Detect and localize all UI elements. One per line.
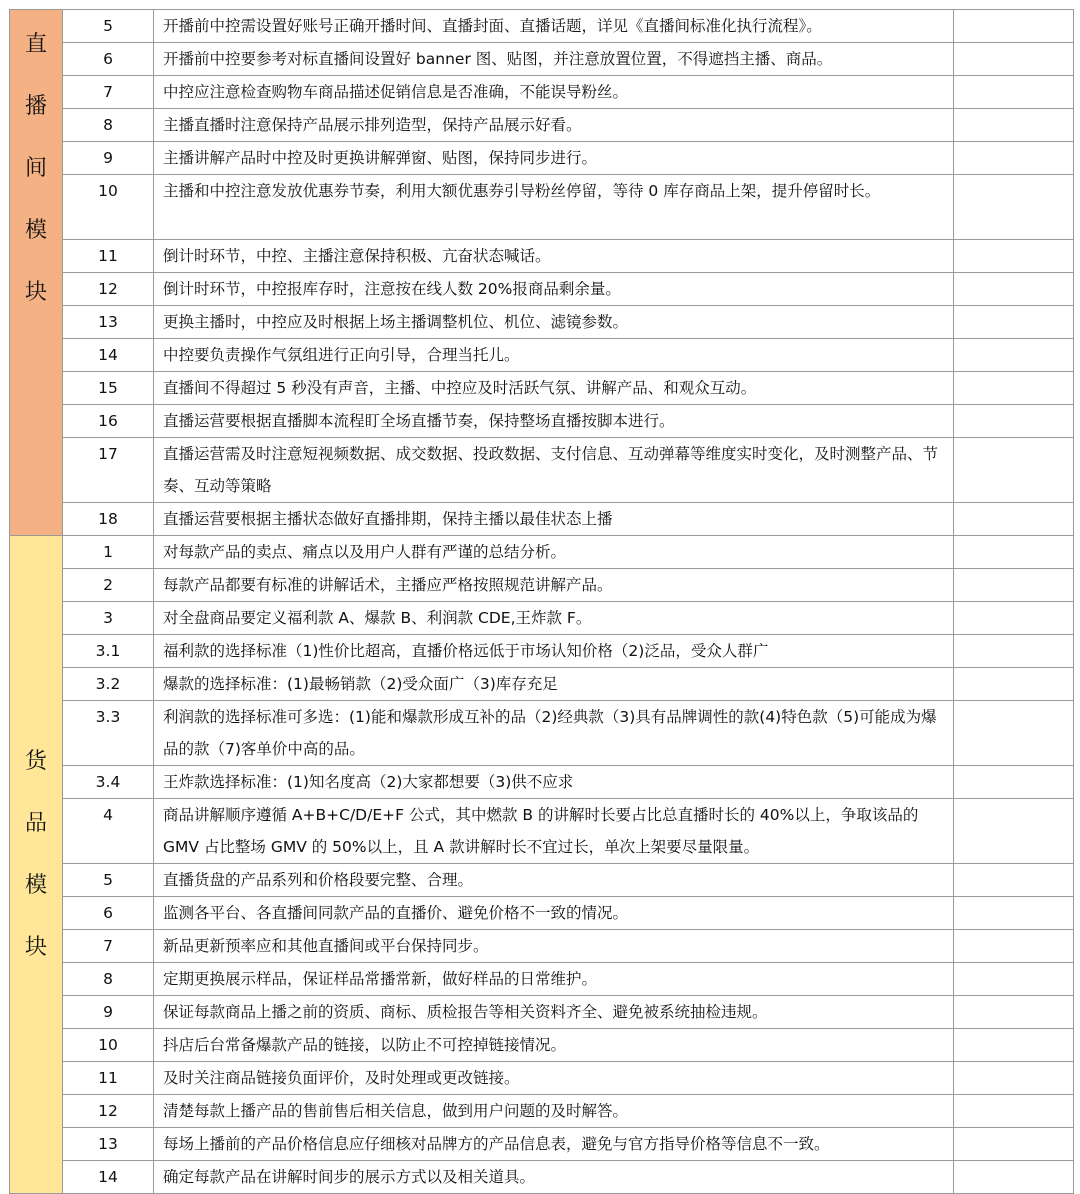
- table-row: [10, 1161, 1074, 1194]
- item-text: 商品讲解顺序遵循 A+B+C/D/E+F 公式，其中燃款 B 的讲解时长要占比总直播时长的 40%以上，争取该品的 GMV 占比整场 GMV 的 50%以上，且 A 款讲解时长不宜过长，单次上架要尽量限量。: [154, 799, 954, 864]
- item-number: 12: [63, 273, 154, 306]
- item-number: 3: [63, 602, 154, 635]
- item-text: 主播和中控注意发放优惠券节奏，利用大额优惠券引导粉丝停留，等待 0 库存商品上架，提升停留时长。: [154, 175, 954, 240]
- table-row: [10, 766, 1074, 799]
- item-number: 4: [63, 799, 154, 864]
- empty-check-cell: [954, 602, 1074, 635]
- empty-check-cell: [954, 1029, 1074, 1062]
- section-title-char: 间: [24, 156, 47, 181]
- table-row: [10, 372, 1074, 405]
- item-text: 更换主播时，中控应及时根据上场主播调整机位、机位、滤镜参数。: [154, 306, 954, 339]
- item-number: 3.2: [63, 668, 154, 701]
- empty-check-cell: [954, 668, 1074, 701]
- item-number: 11: [63, 1062, 154, 1095]
- table-row: [10, 996, 1074, 1029]
- section-title-char: 块: [24, 935, 47, 960]
- item-number: 17: [63, 438, 154, 503]
- item-number: 8: [63, 109, 154, 142]
- item-text: 主播直播时注意保持产品展示排列造型，保持产品展示好看。: [154, 109, 954, 142]
- empty-check-cell: [954, 76, 1074, 109]
- empty-check-cell: [954, 10, 1074, 43]
- table-row: [10, 1128, 1074, 1161]
- table-row: [10, 897, 1074, 930]
- section-title-char: 品: [24, 811, 47, 836]
- item-text: 直播运营需及时注意短视频数据、成交数据、投政数据、支付信息、互动弹幕等维度实时变化，及时测整产品、节奏、互动等策略: [154, 438, 954, 503]
- checklist-body: [10, 10, 1074, 1194]
- empty-check-cell: [954, 339, 1074, 372]
- item-text: 王炸款选择标准：(1)知名度高（2)大家都想要（3)供不应求: [154, 766, 954, 799]
- item-text: 倒计时环节，中控报库存时，注意按在线人数 20%报商品剩余量。: [154, 273, 954, 306]
- empty-check-cell: [954, 372, 1074, 405]
- item-text: 定期更换展示样品，保证样品常播常新，做好样品的日常维护。: [154, 963, 954, 996]
- item-text: 监测各平台、各直播间同款产品的直播价、避免价格不一致的情况。: [154, 897, 954, 930]
- table-row: [10, 438, 1074, 503]
- item-number: 16: [63, 405, 154, 438]
- item-text: 爆款的选择标准：(1)最畅销款（2)受众面广（3)库存充足: [154, 668, 954, 701]
- empty-check-cell: [954, 43, 1074, 76]
- item-text: 主播讲解产品时中控及时更换讲解弹窗、贴图，保持同步进行。: [154, 142, 954, 175]
- empty-check-cell: [954, 799, 1074, 864]
- item-text: 清楚每款上播产品的售前售后相关信息，做到用户问题的及时解答。: [154, 1095, 954, 1128]
- table-row: [10, 668, 1074, 701]
- item-text: 直播间不得超过 5 秒没有声音，主播、中控应及时活跃气氛、讲解产品、和观众互动。: [154, 372, 954, 405]
- empty-check-cell: [954, 569, 1074, 602]
- item-number: 10: [63, 1029, 154, 1062]
- empty-check-cell: [954, 635, 1074, 668]
- empty-check-cell: [954, 536, 1074, 569]
- section-title: [10, 10, 63, 536]
- section-title-char: 模: [24, 873, 47, 898]
- empty-check-cell: [954, 240, 1074, 273]
- item-text: 开播前中控要参考对标直播间设置好 banner 图、贴图，并注意放置位置，不得遮挡主播、商品。: [154, 43, 954, 76]
- empty-check-cell: [954, 438, 1074, 503]
- empty-check-cell: [954, 405, 1074, 438]
- empty-check-cell: [954, 766, 1074, 799]
- item-number: 1: [63, 536, 154, 569]
- item-number: 6: [63, 897, 154, 930]
- item-number: 6: [63, 43, 154, 76]
- table-row: [10, 43, 1074, 76]
- table-row: [10, 503, 1074, 536]
- item-number: 12: [63, 1095, 154, 1128]
- item-text: 抖店后台常备爆款产品的链接，以防止不可控掉链接情况。: [154, 1029, 954, 1062]
- item-text: 及时关注商品链接负面评价，及时处理或更改链接。: [154, 1062, 954, 1095]
- table-row: [10, 142, 1074, 175]
- item-number: 3.3: [63, 701, 154, 766]
- empty-check-cell: [954, 175, 1074, 240]
- item-number: 9: [63, 142, 154, 175]
- table-row: [10, 240, 1074, 273]
- table-row: [10, 405, 1074, 438]
- item-text: 新品更新预率应和其他直播间或平台保持同步。: [154, 930, 954, 963]
- table-row: [10, 569, 1074, 602]
- item-number: 3.4: [63, 766, 154, 799]
- empty-check-cell: [954, 503, 1074, 536]
- table-row: [10, 273, 1074, 306]
- item-text: 保证每款商品上播之前的资质、商标、质检报告等相关资料齐全、避免被系统抽检违规。: [154, 996, 954, 1029]
- item-number: 11: [63, 240, 154, 273]
- empty-check-cell: [954, 142, 1074, 175]
- item-text: 倒计时环节，中控、主播注意保持积极、亢奋状态喊话。: [154, 240, 954, 273]
- table-row: [10, 864, 1074, 897]
- item-text: 开播前中控需设置好账号正确开播时间、直播封面、直播话题，详见《直播间标准化执行流程》。: [154, 10, 954, 43]
- table-row: [10, 10, 1074, 43]
- table-row: [10, 536, 1074, 569]
- checklist-table: [9, 9, 1074, 1194]
- item-text: 每场上播前的产品价格信息应仔细核对品牌方的产品信息表，避免与官方指导价格等信息不一致。: [154, 1128, 954, 1161]
- table-row: [10, 930, 1074, 963]
- table-row: [10, 701, 1074, 766]
- empty-check-cell: [954, 306, 1074, 339]
- item-number: 7: [63, 930, 154, 963]
- item-text: 对每款产品的卖点、痛点以及用户人群有严谨的总结分析。: [154, 536, 954, 569]
- empty-check-cell: [954, 930, 1074, 963]
- item-text: 中控应注意检查购物车商品描述促销信息是否准确，不能误导粉丝。: [154, 76, 954, 109]
- section-title-char: 直: [24, 32, 47, 57]
- item-number: 13: [63, 1128, 154, 1161]
- item-number: 7: [63, 76, 154, 109]
- empty-check-cell: [954, 864, 1074, 897]
- empty-check-cell: [954, 1095, 1074, 1128]
- empty-check-cell: [954, 1062, 1074, 1095]
- item-number: 5: [63, 10, 154, 43]
- item-number: 18: [63, 503, 154, 536]
- item-text: 直播运营要根据主播状态做好直播排期，保持主播以最佳状态上播: [154, 503, 954, 536]
- empty-check-cell: [954, 109, 1074, 142]
- item-text: 直播运营要根据直播脚本流程盯全场直播节奏，保持整场直播按脚本进行。: [154, 405, 954, 438]
- empty-check-cell: [954, 963, 1074, 996]
- item-text: 直播货盘的产品系列和价格段要完整、合理。: [154, 864, 954, 897]
- table-row: [10, 602, 1074, 635]
- item-number: 5: [63, 864, 154, 897]
- item-number: 14: [63, 1161, 154, 1194]
- section-title-char: 块: [24, 280, 47, 305]
- section-title-char: 模: [24, 218, 47, 243]
- item-number: 3.1: [63, 635, 154, 668]
- table-row: [10, 109, 1074, 142]
- item-number: 14: [63, 339, 154, 372]
- table-row: [10, 339, 1074, 372]
- table-row: [10, 635, 1074, 668]
- section-title-char: 播: [24, 94, 47, 119]
- empty-check-cell: [954, 1161, 1074, 1194]
- empty-check-cell: [954, 1128, 1074, 1161]
- table-row: [10, 306, 1074, 339]
- item-text: 确定每款产品在讲解时间步的展示方式以及相关道具。: [154, 1161, 954, 1194]
- empty-check-cell: [954, 897, 1074, 930]
- item-text: 每款产品都要有标准的讲解话术，主播应严格按照规范讲解产品。: [154, 569, 954, 602]
- table-row: [10, 963, 1074, 996]
- section-title-char: 货: [24, 749, 47, 774]
- item-text: 福利款的选择标准（1)性价比超高，直播价格远低于市场认知价格（2)泛品，受众人群广: [154, 635, 954, 668]
- table-row: [10, 1095, 1074, 1128]
- item-number: 2: [63, 569, 154, 602]
- table-row: [10, 799, 1074, 864]
- item-number: 13: [63, 306, 154, 339]
- item-text: 中控要负责操作气氛组进行正向引导，合理当托儿。: [154, 339, 954, 372]
- item-number: 9: [63, 996, 154, 1029]
- table-row: [10, 1062, 1074, 1095]
- empty-check-cell: [954, 273, 1074, 306]
- item-number: 8: [63, 963, 154, 996]
- item-text: 利润款的选择标准可多选：(1)能和爆款形成互补的品（2)经典款（3)具有品牌调性的款(4)特色款（5)可能成为爆品的款（7)客单价中高的品。: [154, 701, 954, 766]
- table-row: [10, 76, 1074, 109]
- item-number: 15: [63, 372, 154, 405]
- table-row: [10, 1029, 1074, 1062]
- empty-check-cell: [954, 996, 1074, 1029]
- empty-check-cell: [954, 701, 1074, 766]
- item-text: 对全盘商品要定义福利款 A、爆款 B、利润款 CDE,王炸款 F。: [154, 602, 954, 635]
- item-number: 10: [63, 175, 154, 240]
- section-title: [10, 536, 63, 1194]
- table-row: [10, 175, 1074, 240]
